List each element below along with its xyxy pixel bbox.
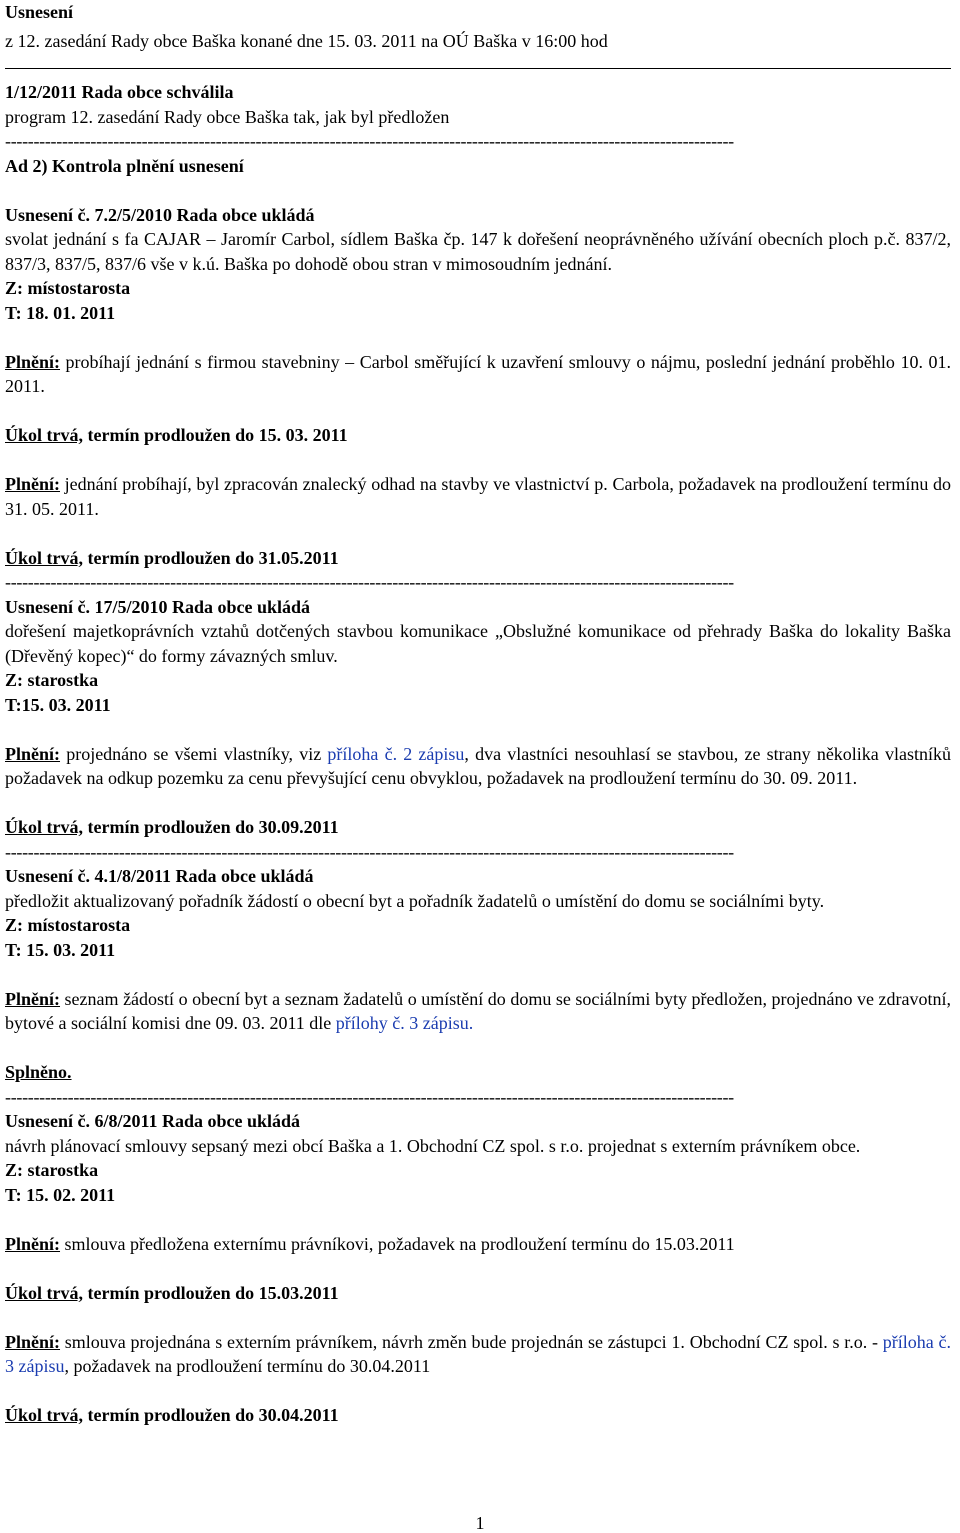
term-date: T: 18. 01. 2011	[5, 302, 116, 323]
task-status-label: Úkol trvá,	[5, 1405, 83, 1425]
resolution-heading: Usnesení č. 17/5/2010 Rada obce ukládá	[5, 596, 311, 617]
task-status	[5, 546, 951, 571]
responsible-person: Z: starostka	[5, 1160, 99, 1180]
task-status-text: termín prodloužen do 30.09.2011	[83, 817, 339, 837]
resolution-heading: Usnesení č. 6/8/2011 Rada obce ukládá	[5, 1111, 301, 1131]
fulfilment-paragraph	[5, 1232, 951, 1257]
task-status	[5, 1281, 951, 1306]
task-status	[5, 423, 951, 448]
intro-text: program 12. zasedání Rady obce Baška tak, jak byl předložen	[5, 106, 450, 127]
fulfilment-label: Plnění:	[5, 474, 61, 494]
task-status	[5, 815, 951, 840]
separator-line: --------------------------------------------------------------------------------------------------------------------------------	[5, 572, 734, 592]
task-status-text: termín prodloužen do 30.04.2011	[83, 1405, 339, 1425]
fulfilment-text-end: , dva vlastníci nesouhlasí se stavbou, ze strany několika vlastníků požadavek na odkup pozemku za cenu převyšující cenu obvyklou, požadavek na prodloužení termínu do 30. 09. 2011.	[5, 743, 951, 788]
document-page	[5, 0, 951, 1428]
term-date: T: 15. 03. 2011	[5, 939, 116, 960]
fulfilment-label: Plnění:	[5, 743, 61, 764]
fulfilment-paragraph	[5, 350, 951, 399]
task-status-label: Úkol trvá,	[5, 547, 83, 568]
separator-line: --------------------------------------------------------------------------------------------------------------------------------	[5, 1086, 734, 1107]
fulfilment-label: Plnění:	[5, 988, 61, 1009]
fulfilment-text: smlouva předložena externímu právníkovi, požadavek na prodloužení termínu do 15.03.2011	[60, 1233, 735, 1254]
responsible-person: Z: starostka	[5, 670, 99, 690]
resolution-text: návrh plánovací smlouvy sepsaný mezi obcí Baška a 1. Obchodní CZ spol. s r.o. projednat s externím právníkem obce.	[5, 1135, 861, 1156]
resolution-text: předložit aktualizovaný pořadník žádostí o obecní byt a pořadník žadatelů o umístění do domu se sociálními byty.	[5, 890, 825, 911]
fulfilment-text: smlouva projednána s externím právníkem, návrh změn bude projednán se zástupci 1. Obchodní CZ spol. s r.o. -	[60, 1331, 883, 1352]
fulfilment-text: probíhají jednání s firmou stavebniny – Carbol směřující k uzavření smlouvy o nájmu, poslední jednání proběhlo 10. 01. 2011.	[5, 351, 951, 396]
fulfilment-paragraph	[5, 987, 951, 1036]
fulfilment-text-end: , požadavek na prodloužení termínu do 30.04.2011	[64, 1356, 431, 1376]
document-subtitle: z 12. zasedání Rady obce Baška konané dne 15. 03. 2011 na OÚ Baška v 16:00 hod	[5, 31, 608, 51]
responsible-person: Z: místostarosta	[5, 278, 131, 298]
task-status-text: termín prodloužen do 15.03.2011	[83, 1282, 339, 1303]
responsible-person: Z: místostarosta	[5, 915, 131, 935]
task-status-text: termín prodloužen do 15. 03. 2011	[83, 425, 348, 445]
resolution-heading: Usnesení č. 7.2/5/2010 Rada obce ukládá	[5, 204, 315, 225]
resolution-text: svolat jednání s fa CAJAR – Jaromír Carbol, sídlem Baška čp. 147 k dořešení neoprávněného užívání obecních ploch p.č. 837/2, 837/3, 837/5, 837/6 vše v k.ú. Baška po dohodě obou stran v mimosoudním jednání.	[5, 229, 951, 274]
fulfilment-label: Plnění:	[5, 1331, 61, 1352]
attachment-link[interactable]: příloha č. 3 zápisu	[5, 1331, 951, 1376]
resolution-text: dořešení majetkoprávních vztahů dotčených stavbou komunikace „Obslužné komunikace od přehrady Baška do lokality Baška (Dřevěný kopec)“ do formy závazných smluv.	[5, 621, 951, 666]
intro-resolution: 1/12/2011 Rada obce schválila	[5, 82, 234, 102]
separator-line: --------------------------------------------------------------------------------------------------------------------------------	[5, 841, 734, 862]
fulfilment-label: Plnění:	[5, 351, 61, 372]
completed-status: Splněno.	[5, 1062, 72, 1082]
resolution-heading: Usnesení č. 4.1/8/2011 Rada obce ukládá	[5, 866, 314, 886]
separator-line: --------------------------------------------------------------------------------------------------------------------------------	[5, 131, 734, 151]
page-number: 1	[475, 1513, 485, 1533]
task-status-label: Úkol trvá,	[5, 817, 83, 837]
term-date: T:15. 03. 2011	[5, 694, 111, 715]
attachment-link[interactable]: přílohy č. 3 zápisu.	[335, 1013, 474, 1033]
fulfilment-paragraph	[5, 472, 951, 521]
section-heading: Ad 2) Kontrola plnění usnesení	[5, 155, 244, 176]
header-rule	[5, 68, 951, 69]
term-date: T: 15. 02. 2011	[5, 1184, 116, 1205]
fulfilment-text: projednáno se všemi vlastníky, viz	[60, 743, 328, 764]
fulfilment-paragraph	[5, 742, 951, 791]
fulfilment-text: jednání probíhají, byl zpracován znalecký odhad na stavby ve vlastnictví p. Carbola, požadavek na prodloužení termínu do 31. 05. 2011.	[5, 474, 951, 519]
fulfilment-label: Plnění:	[5, 1233, 61, 1254]
task-status-text: termín prodloužen do 31.05.2011	[83, 547, 339, 568]
task-status	[5, 1403, 951, 1428]
attachment-link[interactable]: příloha č. 2 zápisu	[327, 743, 465, 764]
fulfilment-text: seznam žádostí o obecní byt a seznam žadatelů o umístění do domu se sociálními byty předložen, projednáno ve zdravotní, bytové a sociální komisi dne 09. 03. 2011 dle	[5, 988, 951, 1033]
fulfilment-paragraph	[5, 1330, 951, 1379]
document-title: Usnesení	[5, 2, 74, 22]
task-status-label: Úkol trvá,	[5, 1282, 83, 1303]
task-status-label: Úkol trvá,	[5, 425, 83, 445]
